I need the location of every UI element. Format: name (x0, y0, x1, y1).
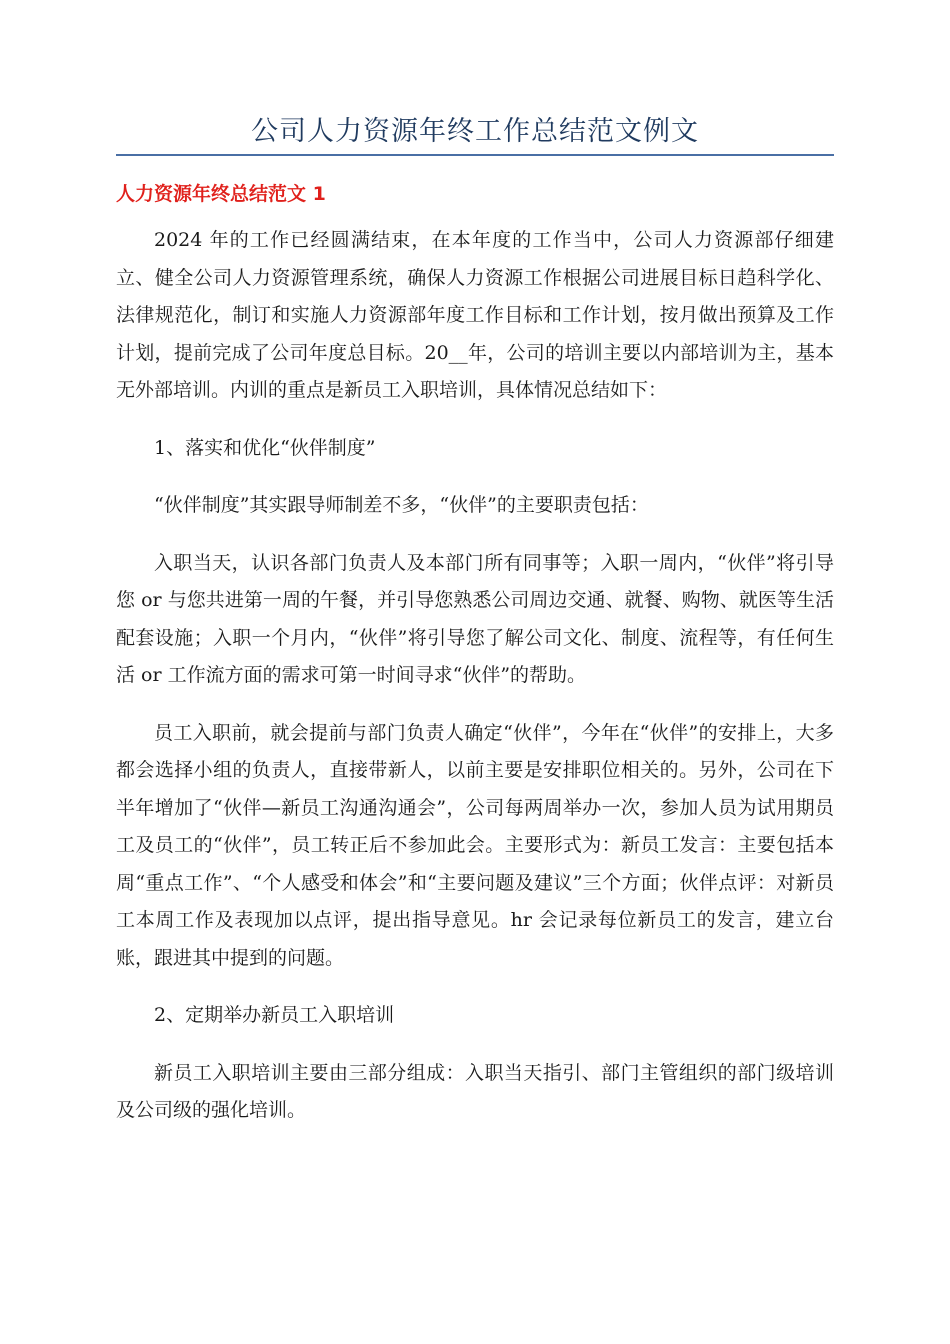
list-item-heading-1: 1、落实和优化“伙伴制度” (154, 436, 376, 459)
title-underline (116, 154, 834, 156)
document-body (116, 222, 834, 1150)
paragraph-training-composition: 新员工入职培训主要由三部分组成：入职当天指引、部门主管组织的部门级培训及公司级的强化培训。 (116, 1061, 834, 1121)
paragraph-intro: 2024 年的工作已经圆满结束，在本年度的工作当中，公司人力资源部仔细建立、健全公司人力资源管理系统，确保人力资源工作根据公司进展目标日趋科学化、法律规范化，制订和实施人力资源部年度工作目标和工作计划，按月做出预算及工作计划，提前完成了公司年度总目标。20__年，公司的培训主要以内部培训为主，基本无外部培训。内训的重点是新员工入职培训，具体情况总结如下： (116, 229, 834, 401)
document-title: 公司人力资源年终工作总结范文例文 (251, 116, 699, 147)
paragraph-partner-definition: “伙伴制度”其实跟导师制差不多，“伙伴”的主要职责包括： (154, 494, 649, 516)
list-item-heading-2: 2、定期举办新员工入职培训 (154, 1004, 395, 1026)
paragraph-partner-duties: 入职当天，认识各部门负责人及本部门所有同事等；入职一周内，“伙伴”将引导您 or 与您共进第一周的午餐，并引导您熟悉公司周边交通、就餐、购物、就医等生活配套设施；入职一个月内，“伙伴”将引导您了解公司文化、制度、流程等，有任何生活 or 工作流方面的需求可第一时间寻求“伙伴”的帮助。 (116, 551, 834, 686)
paragraph-partner-arrangement: 员工入职前，就会提前与部门负责人确定“伙伴”，今年在“伙伴”的安排上，大多都会选择小组的负责人，直接带新人，以前主要是安排职位相关的。另外，公司在下半年增加了“伙伴—新员工沟通沟通会”，公司每两周举办一次，参加人员为试用期员工及员工的“伙伴”，员工转正后不参加此会。主要形式为：新员工发言：主要包括本周“重点工作”、“个人感受和体会”和“主要问题及建议”三个方面；伙伴点评：对新员工本周工作及表现加以点评，提出指导意见。hr 会记录每位新员工的发言，建立台账，跟进其中提到的问题。 (116, 721, 834, 969)
section-heading: 人力资源年终总结范文 1 (116, 183, 326, 205)
